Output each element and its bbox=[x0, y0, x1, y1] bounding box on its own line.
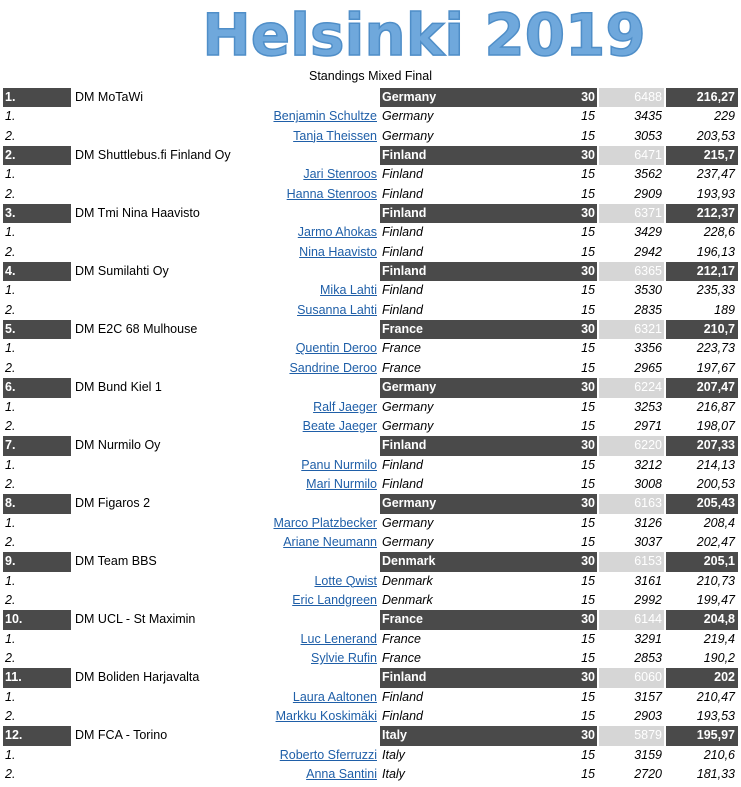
player-name-link[interactable]: Ariane Neumann bbox=[283, 534, 377, 549]
team-pins: 6060 bbox=[599, 668, 664, 687]
player-pins: 2965 bbox=[634, 360, 662, 375]
player-name-link[interactable]: Panu Nurmilo bbox=[301, 457, 377, 472]
player-country: France bbox=[382, 341, 421, 356]
team-games: 30 bbox=[517, 262, 597, 281]
player-games: 15 bbox=[581, 186, 595, 201]
player-games: 15 bbox=[581, 747, 595, 762]
team-average: 207,33 bbox=[666, 436, 738, 455]
team-name: DM Boliden Harjavalta bbox=[75, 670, 200, 685]
player-average: 193,93 bbox=[696, 186, 735, 201]
team-pins: 6471 bbox=[599, 146, 664, 165]
team-pins: 6224 bbox=[599, 378, 664, 397]
team-country: Finland bbox=[380, 668, 517, 687]
player-average: 198,07 bbox=[696, 418, 735, 433]
player-pins: 3159 bbox=[634, 747, 662, 762]
player-name-link[interactable]: Benjamin Schultze bbox=[273, 109, 377, 124]
player-average: 210,47 bbox=[696, 689, 735, 704]
team-pins: 6488 bbox=[599, 88, 664, 107]
team-games: 30 bbox=[517, 320, 597, 339]
player-position: 1. bbox=[5, 457, 16, 472]
player-position: 2. bbox=[5, 360, 16, 375]
team-rank: 12. bbox=[3, 726, 71, 745]
player-name-link[interactable]: Jarmo Ahokas bbox=[297, 225, 377, 240]
player-row bbox=[3, 281, 738, 300]
player-row bbox=[3, 591, 738, 610]
player-position: 2. bbox=[5, 186, 16, 201]
team-rank: 10. bbox=[3, 610, 71, 629]
player-games: 15 bbox=[581, 650, 595, 665]
player-average: 214,13 bbox=[696, 457, 735, 472]
player-name-link[interactable]: Nina Haavisto bbox=[299, 244, 377, 259]
team-name: DM Tmi Nina Haavisto bbox=[75, 206, 200, 221]
player-games: 15 bbox=[581, 341, 595, 356]
team-country: Germany bbox=[380, 378, 517, 397]
player-games: 15 bbox=[581, 360, 595, 375]
player-games: 15 bbox=[581, 128, 595, 143]
team-name: DM Team BBS bbox=[75, 554, 157, 569]
player-position: 2. bbox=[5, 302, 16, 317]
player-average: 208,4 bbox=[703, 515, 735, 530]
team-row bbox=[3, 726, 738, 745]
team-name: DM MoTaWi bbox=[75, 90, 144, 104]
player-country: Denmark bbox=[382, 573, 433, 588]
page-title: Helsinki 2019 bbox=[202, 1, 646, 68]
player-games: 15 bbox=[581, 225, 595, 240]
title-banner bbox=[0, 0, 741, 68]
player-row bbox=[3, 398, 738, 417]
team-rank: 6. bbox=[3, 378, 71, 397]
player-country: Finland bbox=[382, 689, 423, 704]
team-name: DM E2C 68 Mulhouse bbox=[75, 322, 198, 337]
player-name-link[interactable]: Ralf Jaeger bbox=[313, 399, 377, 414]
player-row bbox=[3, 765, 738, 784]
player-position: 2. bbox=[5, 244, 16, 259]
team-pins: 6365 bbox=[599, 262, 664, 281]
team-pins: 6321 bbox=[599, 320, 664, 339]
player-average: 196,13 bbox=[696, 244, 735, 259]
team-rank: 4. bbox=[3, 262, 71, 281]
player-games: 15 bbox=[581, 399, 595, 414]
player-average: 229 bbox=[714, 109, 735, 124]
player-average: 216,87 bbox=[696, 399, 735, 414]
player-name-link[interactable]: Jari Stenroos bbox=[303, 167, 377, 182]
team-average: 205,43 bbox=[666, 494, 738, 513]
player-position: 2. bbox=[5, 128, 16, 143]
player-average: 203,53 bbox=[696, 128, 735, 143]
team-average: 216,27 bbox=[666, 88, 738, 107]
team-country: Finland bbox=[380, 262, 517, 281]
player-average: 181,33 bbox=[696, 767, 735, 782]
player-row bbox=[3, 243, 738, 262]
player-name-link[interactable]: Sandrine Deroo bbox=[289, 360, 377, 375]
player-row bbox=[3, 165, 738, 184]
team-row bbox=[3, 494, 738, 513]
team-rank: 9. bbox=[3, 552, 71, 571]
player-row bbox=[3, 185, 738, 204]
team-average: 205,1 bbox=[666, 552, 738, 571]
team-games: 30 bbox=[517, 146, 597, 165]
player-position: 1. bbox=[5, 399, 16, 414]
player-average: 199,47 bbox=[696, 592, 735, 607]
player-pins: 2903 bbox=[634, 709, 662, 723]
player-games: 15 bbox=[581, 631, 595, 646]
player-pins: 3429 bbox=[634, 225, 662, 240]
team-name: DM Shuttlebus.fi Finland Oy bbox=[75, 148, 231, 163]
player-row bbox=[3, 707, 738, 726]
team-games: 30 bbox=[517, 378, 597, 397]
player-row bbox=[3, 107, 738, 126]
player-row bbox=[3, 649, 738, 668]
team-country: Germany bbox=[380, 494, 517, 513]
player-country: Italy bbox=[382, 767, 405, 782]
player-position: 1. bbox=[5, 573, 16, 588]
team-games: 30 bbox=[517, 494, 597, 513]
team-country: Italy bbox=[380, 726, 517, 745]
team-row bbox=[3, 320, 738, 339]
team-name: DM Figaros 2 bbox=[75, 496, 151, 511]
player-games: 15 bbox=[581, 109, 595, 124]
player-pins: 3008 bbox=[634, 476, 662, 491]
player-country: Germany bbox=[382, 109, 434, 124]
player-games: 15 bbox=[581, 592, 595, 607]
team-rank: 8. bbox=[3, 494, 71, 513]
player-country: Germany bbox=[382, 418, 434, 433]
player-name-link[interactable]: Anna Santini bbox=[306, 767, 377, 782]
player-row bbox=[3, 127, 738, 146]
player-country: Italy bbox=[382, 747, 405, 762]
player-name-link[interactable]: Mari Nurmilo bbox=[306, 476, 377, 491]
player-position: 2. bbox=[5, 418, 16, 433]
team-row bbox=[3, 610, 738, 629]
player-games: 15 bbox=[581, 476, 595, 491]
team-pins: 6220 bbox=[599, 436, 664, 455]
player-name-link[interactable]: Marco Platzbecker bbox=[273, 515, 377, 530]
team-average: 215,7 bbox=[666, 146, 738, 165]
player-pins: 3530 bbox=[634, 283, 662, 298]
team-pins: 5879 bbox=[599, 726, 664, 745]
player-position: 2. bbox=[5, 476, 16, 491]
player-position: 1. bbox=[5, 167, 16, 182]
player-position: 2. bbox=[5, 650, 16, 665]
player-country: France bbox=[382, 650, 421, 665]
team-country: Finland bbox=[380, 146, 517, 165]
player-country: Finland bbox=[382, 167, 423, 182]
player-pins: 3053 bbox=[634, 128, 662, 143]
team-row bbox=[3, 378, 738, 397]
player-pins: 3291 bbox=[634, 631, 662, 646]
team-games: 30 bbox=[517, 436, 597, 455]
player-pins: 3037 bbox=[634, 534, 662, 549]
player-games: 15 bbox=[581, 167, 595, 182]
player-row bbox=[3, 746, 738, 765]
player-games: 15 bbox=[581, 283, 595, 298]
player-row bbox=[3, 417, 738, 436]
team-games: 30 bbox=[517, 726, 597, 745]
player-average: 237,47 bbox=[696, 167, 735, 182]
player-name-link[interactable]: Sylvie Rufin bbox=[311, 650, 377, 665]
team-pins: 6153 bbox=[599, 552, 664, 571]
team-name: DM Nurmilo Oy bbox=[75, 438, 161, 453]
page-subtitle: Standings Mixed Final bbox=[309, 69, 432, 83]
player-position: 2. bbox=[5, 709, 16, 723]
player-row bbox=[3, 630, 738, 649]
player-pins: 2720 bbox=[634, 767, 662, 782]
player-country: Finland bbox=[382, 457, 423, 472]
team-country: Finland bbox=[380, 436, 517, 455]
player-country: Finland bbox=[382, 244, 423, 259]
team-games: 30 bbox=[517, 668, 597, 687]
player-name-link[interactable]: Laura Aaltonen bbox=[292, 689, 377, 704]
player-country: Finland bbox=[382, 225, 423, 240]
player-pins: 3126 bbox=[634, 515, 662, 530]
team-average: 207,47 bbox=[666, 378, 738, 397]
player-country: France bbox=[382, 631, 421, 646]
player-pins: 3356 bbox=[634, 341, 662, 356]
player-average: 202,47 bbox=[696, 534, 735, 549]
team-average: 212,17 bbox=[666, 262, 738, 281]
player-country: Germany bbox=[382, 515, 434, 530]
team-country: France bbox=[380, 320, 517, 339]
team-row bbox=[3, 262, 738, 281]
team-rank: 3. bbox=[3, 204, 71, 223]
player-country: Finland bbox=[382, 476, 423, 491]
player-games: 15 bbox=[581, 302, 595, 317]
player-position: 1. bbox=[5, 515, 16, 530]
team-average: 204,8 bbox=[666, 610, 738, 629]
team-row bbox=[3, 552, 738, 571]
player-games: 15 bbox=[581, 244, 595, 259]
player-average: 197,67 bbox=[696, 360, 735, 375]
player-country: Finland bbox=[382, 283, 423, 298]
player-country: Finland bbox=[382, 186, 423, 201]
team-rank: 2. bbox=[3, 146, 71, 165]
player-average: 210,73 bbox=[696, 573, 735, 588]
player-position: 1. bbox=[5, 283, 16, 298]
team-rank: 11. bbox=[3, 668, 71, 687]
team-pins: 6371 bbox=[599, 204, 664, 223]
team-games: 30 bbox=[517, 88, 597, 107]
player-pins: 2909 bbox=[634, 186, 662, 201]
player-name-link[interactable]: Eric Landgreen bbox=[292, 592, 377, 607]
team-games: 30 bbox=[517, 610, 597, 629]
player-average: 228,6 bbox=[703, 225, 735, 240]
team-row bbox=[3, 204, 738, 223]
title-banner-graphic bbox=[0, 0, 741, 68]
team-row bbox=[3, 436, 738, 455]
player-country: Finland bbox=[382, 302, 423, 317]
team-pins: 6144 bbox=[599, 610, 664, 629]
player-position: 1. bbox=[5, 747, 16, 762]
player-name-link[interactable]: Roberto Sferruzzi bbox=[279, 747, 377, 762]
player-pins: 3562 bbox=[634, 167, 662, 182]
player-pins: 2942 bbox=[634, 244, 662, 259]
player-average: 190,2 bbox=[703, 650, 735, 665]
player-row bbox=[3, 572, 738, 591]
player-average: 189 bbox=[714, 302, 735, 317]
player-pins: 3212 bbox=[634, 457, 662, 472]
player-country: Germany bbox=[382, 399, 434, 414]
player-position: 2. bbox=[5, 767, 16, 782]
player-average: 219,4 bbox=[703, 631, 735, 646]
player-name-link[interactable]: Beate Jaeger bbox=[302, 418, 377, 433]
team-pins: 6163 bbox=[599, 494, 664, 513]
player-average: 210,6 bbox=[703, 747, 735, 762]
team-games: 30 bbox=[517, 204, 597, 223]
player-position: 1. bbox=[5, 689, 16, 704]
player-row bbox=[3, 456, 738, 475]
team-country: Denmark bbox=[380, 552, 517, 571]
team-games: 30 bbox=[517, 552, 597, 571]
player-average: 193,53 bbox=[696, 709, 735, 723]
player-pins: 3161 bbox=[634, 573, 662, 588]
team-average: 195,97 bbox=[666, 726, 738, 745]
player-row bbox=[3, 514, 738, 533]
player-average: 223,73 bbox=[696, 341, 735, 356]
team-row bbox=[3, 88, 738, 107]
player-position: 1. bbox=[5, 225, 16, 240]
player-country: Denmark bbox=[382, 592, 433, 607]
player-name-link[interactable]: Hanna Stenroos bbox=[286, 186, 377, 201]
player-games: 15 bbox=[581, 573, 595, 588]
player-pins: 2853 bbox=[634, 650, 662, 665]
player-games: 15 bbox=[581, 534, 595, 549]
player-games: 15 bbox=[581, 709, 595, 723]
player-position: 2. bbox=[5, 534, 16, 549]
team-rank: 5. bbox=[3, 320, 71, 339]
team-country: France bbox=[380, 610, 517, 629]
team-row bbox=[3, 668, 738, 687]
player-country: Germany bbox=[382, 534, 434, 549]
player-position: 1. bbox=[5, 631, 16, 646]
player-position: 2. bbox=[5, 592, 16, 607]
player-row bbox=[3, 475, 738, 494]
team-average: 202 bbox=[666, 668, 738, 687]
team-name: DM Bund Kiel 1 bbox=[75, 380, 162, 395]
standings-table bbox=[3, 88, 738, 784]
player-games: 15 bbox=[581, 457, 595, 472]
player-games: 15 bbox=[581, 418, 595, 433]
player-name-link[interactable]: Susanna Lahti bbox=[297, 302, 377, 317]
player-pins: 2835 bbox=[634, 302, 662, 317]
player-country: France bbox=[382, 360, 421, 375]
player-name-link[interactable]: Tanja Theissen bbox=[293, 128, 377, 143]
player-row bbox=[3, 339, 738, 358]
player-games: 15 bbox=[581, 515, 595, 530]
player-name-link[interactable]: Quentin Deroo bbox=[295, 341, 377, 356]
player-pins: 2992 bbox=[634, 592, 662, 607]
team-average: 210,7 bbox=[666, 320, 738, 339]
team-country: Finland bbox=[380, 204, 517, 223]
player-row bbox=[3, 223, 738, 242]
player-country: Germany bbox=[382, 128, 434, 143]
player-games: 15 bbox=[581, 767, 595, 782]
player-pins: 2971 bbox=[634, 418, 662, 433]
team-rank: 7. bbox=[3, 436, 71, 455]
player-name-link[interactable]: Markku Koskimäki bbox=[275, 709, 377, 723]
player-row bbox=[3, 533, 738, 552]
player-row bbox=[3, 688, 738, 707]
player-row bbox=[3, 359, 738, 378]
player-country: Finland bbox=[382, 709, 423, 723]
team-rank: 1. bbox=[3, 88, 71, 107]
player-average: 235,33 bbox=[696, 283, 735, 298]
player-name-link[interactable]: Luc Lenerand bbox=[300, 631, 377, 646]
team-name: DM UCL - St Maximin bbox=[75, 612, 196, 627]
player-name-link[interactable]: Lotte Qwist bbox=[314, 573, 377, 588]
player-pins: 3435 bbox=[634, 109, 662, 124]
player-pins: 3157 bbox=[634, 689, 662, 704]
player-row bbox=[3, 301, 738, 320]
player-average: 200,53 bbox=[696, 476, 735, 491]
player-position: 1. bbox=[5, 109, 16, 124]
team-name: DM Sumilahti Oy bbox=[75, 264, 169, 279]
team-row bbox=[3, 146, 738, 165]
team-country: Germany bbox=[380, 88, 517, 107]
player-games: 15 bbox=[581, 689, 595, 704]
player-name-link[interactable]: Mika Lahti bbox=[320, 283, 377, 298]
team-name: DM FCA - Torino bbox=[75, 728, 168, 743]
player-pins: 3253 bbox=[634, 399, 662, 414]
player-position: 1. bbox=[5, 341, 16, 356]
team-average: 212,37 bbox=[666, 204, 738, 223]
